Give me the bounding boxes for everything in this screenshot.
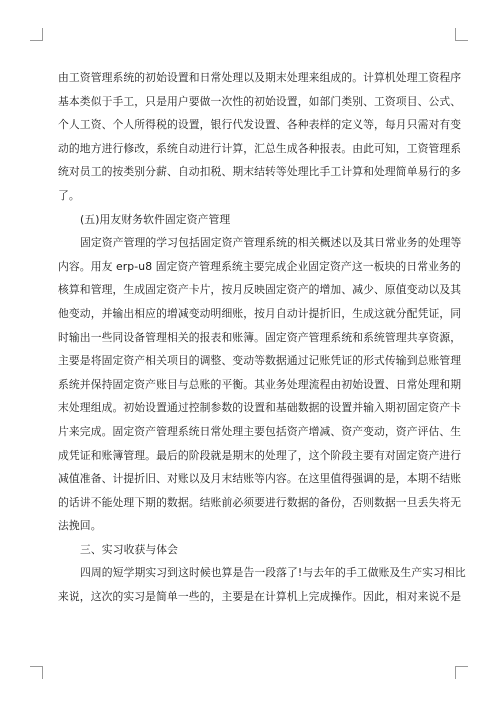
text-line: 片来完成。固定资产管理系统日常处理主要包括资产增减、资产变动，资产评估、生 bbox=[58, 424, 462, 438]
text-line: 动的地方进行修改，系统自动进行计算，汇总生成各种报表。由此可知，工资管理系 bbox=[58, 141, 462, 155]
paragraph-first-line: 固定资产管理的学习包括固定资产管理系统的相关概述以及其日常业务的处理等 bbox=[80, 236, 462, 250]
text-line: 的话讲不能处理下期的数据。结账前必须要进行数据的备份，否则数据一旦丢失将无 bbox=[58, 495, 462, 509]
crop-mark-top-left bbox=[30, 28, 43, 41]
crop-mark-bottom-left bbox=[30, 666, 43, 679]
text-line: 时输出一些同设备管理相关的报表和账簿。固定资产管理系统和系统管理共享资源， bbox=[58, 330, 462, 344]
text-line: 来说，这次的实习是简单一些的，主要是在计算机上完成操作。因此，相对来说不是 bbox=[58, 590, 462, 604]
text-line: 由工资管理系统的初始设置和日常处理以及期末处理来组成的。计算机处理工资程序 bbox=[58, 71, 462, 84]
paragraph-first-line: 四周的短学期实习到这时候也算是告一段落了!与去年的手工做账及生产实习相比 bbox=[80, 566, 466, 580]
crop-mark-top-right bbox=[455, 28, 468, 41]
document-body bbox=[58, 66, 466, 609]
text-line: 核算和管理，生成固定资产卡片，按月反映固定资产的增加、减少、原值变动以及其 bbox=[58, 283, 462, 297]
text-line: 主要是将固定资产相关项目的调整、变动等数据通过记账凭证的形式传输到总账管理 bbox=[58, 354, 462, 368]
text-line: 法挽回。 bbox=[58, 519, 102, 533]
section-heading: (五)用友财务软件固定资产管理 bbox=[80, 212, 231, 226]
text-line: 成凭证和账簿管理。最后的阶段就是期末的处理了，这个阶段主要有对固定资产进行 bbox=[58, 448, 462, 462]
text-line: 他变动，并输出相应的增减变动明细账，按月自动计提折旧，生成这就分配凭证，同 bbox=[58, 306, 462, 320]
text-line: 减值准备、计提折旧、对账以及月末结账等内容。在这里值得强调的是，本期不结账 bbox=[58, 472, 462, 486]
text-line: 了。 bbox=[58, 188, 80, 202]
text-line: 系统并保持固定资产账目与总账的平衡。其业务处理流程由初始设置、日常处理和期 bbox=[58, 377, 462, 391]
section-heading: 三、实习收获与体会 bbox=[80, 542, 179, 556]
crop-mark-bottom-right bbox=[455, 666, 468, 679]
text-line: 内容。用友 erp-u8 固定资产管理系统主要完成企业固定资产这一板块的日常业务的 bbox=[58, 259, 461, 273]
text-line: 统对员工的按类别分薪、自动扣税、期末结转等处理比手工计算和处理简单易行的多 bbox=[58, 165, 462, 179]
text-line: 基本类似于手工，只是用户要做一次性的初始设置，如部门类别、工资项目、公式、 bbox=[58, 94, 462, 108]
text-line: 末处理组成。初始设置通过控制参数的设置和基础数据的设置并输入期初固定资产卡 bbox=[58, 401, 462, 415]
text-line: 个人工资、个人所得税的设置，银行代发设置、各种表样的定义等，每月只需对有变 bbox=[58, 118, 462, 132]
